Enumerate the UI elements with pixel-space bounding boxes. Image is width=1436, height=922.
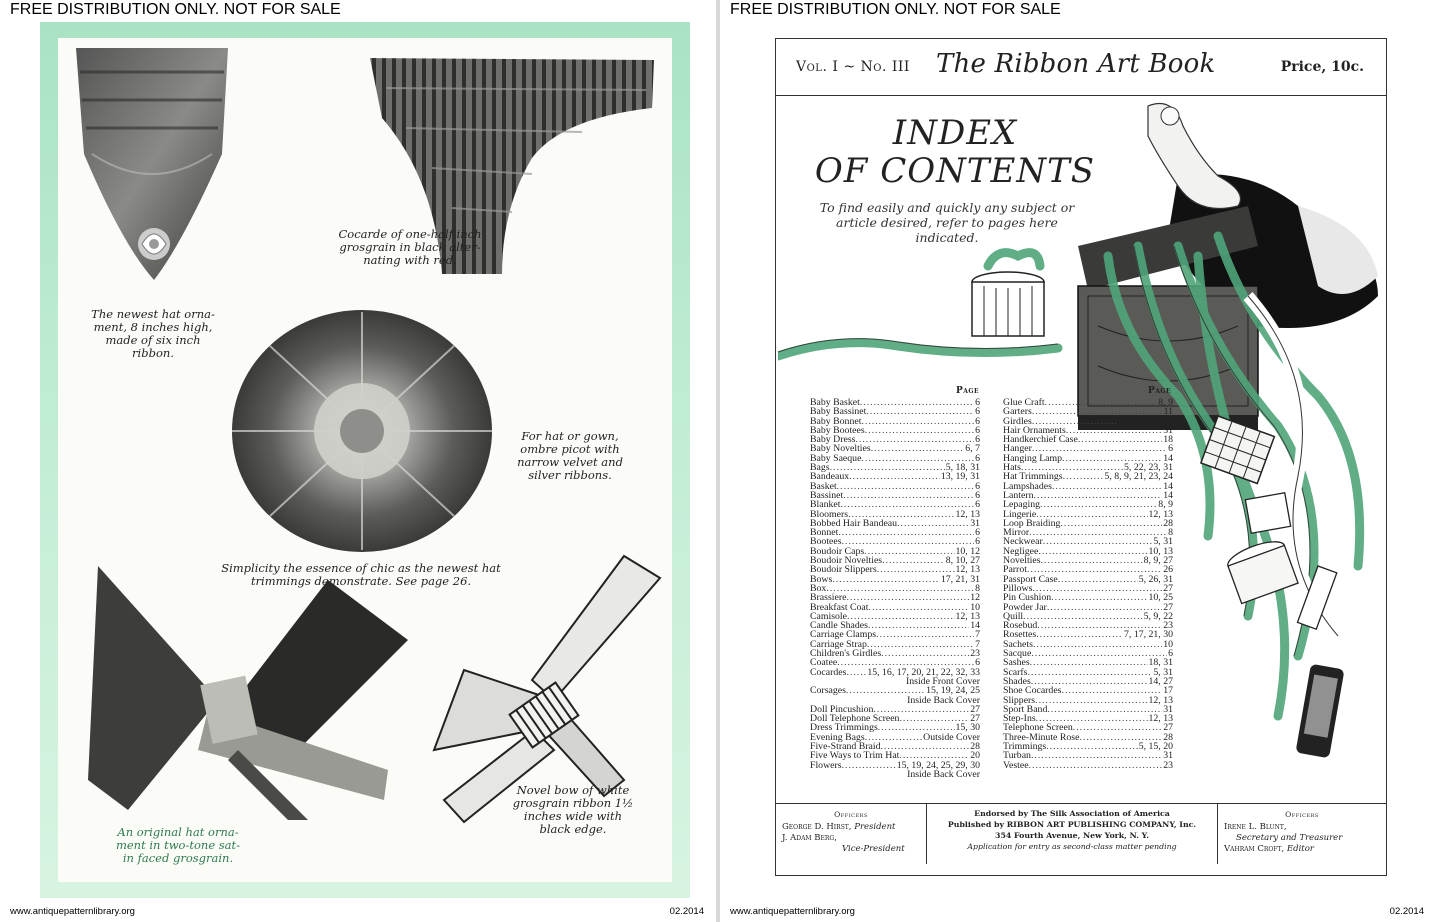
index-entry-name: Bonnet	[810, 527, 839, 539]
index-entry-page: 18	[1163, 434, 1173, 446]
index-leader-dots	[1066, 426, 1162, 435]
index-entry-name: Hanging Lamp	[1003, 452, 1063, 464]
index-leader-dots	[1023, 612, 1142, 621]
officers-left-heading: Officers	[834, 810, 868, 819]
index-leader-dots	[1045, 398, 1158, 407]
index-entry-name: Bobbed Hair Bandeau	[810, 517, 898, 529]
index-leader-dots	[1038, 547, 1147, 556]
index-entry-name: Slippers	[1003, 694, 1036, 706]
hat-ornament-photo	[72, 44, 232, 284]
index-entry-page: 6	[975, 527, 980, 539]
index-entry-name: Bandeaux	[810, 471, 850, 483]
index-entry-name: Trimmings	[1003, 740, 1047, 752]
index-entry-name: Glue Craft	[1003, 397, 1045, 408]
index-leader-dots	[846, 668, 866, 677]
index-leader-dots	[1051, 593, 1147, 602]
index-entry-page: 6	[975, 424, 980, 436]
index-entry-page: 6	[975, 536, 980, 548]
index-leader-dots	[869, 603, 970, 612]
index-entry-name: Boudoir Caps	[810, 545, 865, 557]
index-leader-dots	[1041, 556, 1143, 565]
index-entry-name: Flowers	[810, 759, 842, 771]
index-entry-page: 5, 8, 9, 21, 23, 24	[1104, 471, 1173, 483]
index-leader-dots	[840, 500, 974, 509]
index-leader-dots	[867, 640, 974, 649]
index-entry-page: 14	[1163, 489, 1173, 501]
masthead	[776, 39, 1386, 96]
index-entry-page: 12, 13	[1148, 694, 1173, 706]
index-leader-dots	[1078, 435, 1162, 444]
officers-right	[1218, 804, 1386, 864]
index-leader-dots	[1060, 519, 1162, 528]
index-entry-page: 17, 21, 31	[940, 573, 980, 585]
index-entry-page: 5, 9, 22	[1143, 610, 1173, 622]
index-entry-name: Sport Band	[1003, 703, 1048, 715]
index-entry-name: Lepaging	[1003, 499, 1040, 511]
index-entry-name: Children's Girdles	[810, 648, 882, 660]
index-entry-page: 11	[1163, 406, 1173, 418]
index-leader-dots	[866, 407, 974, 416]
index-entry-page: 27	[1163, 601, 1173, 613]
footer-url: www.antiquepatternlibrary.org	[10, 906, 135, 917]
index-entry-page: 6	[975, 480, 980, 492]
index-entry-name: Breakfast Coat	[810, 601, 869, 613]
index-entry-name: Doll Pincushion	[810, 703, 874, 715]
index-entry-page: 18, 31	[1148, 657, 1173, 669]
index-entry-page: 7, 17, 21, 30	[1124, 629, 1173, 641]
officer-vice-president: J. Adam Berg,	[782, 833, 837, 843]
index-entry-page: 5, 15, 20	[1138, 740, 1173, 752]
rosette-photo	[228, 306, 496, 556]
index-entry-page: 5, 31	[1153, 536, 1173, 548]
index-entry-page: 31	[970, 517, 980, 529]
index-entry-name: Five-Strand Braid	[810, 740, 881, 752]
index-entry-page: 6	[975, 434, 980, 446]
index-entry-page: 8	[1168, 527, 1173, 539]
index-entry-page: 10, 13	[1148, 545, 1173, 557]
index-leader-dots	[1073, 723, 1162, 732]
index-entry-page: 27	[1163, 722, 1173, 734]
index-entry-name: Baby Bootees	[810, 424, 865, 436]
index-entry-name: Bloomers	[810, 508, 849, 520]
index-entry-page: 5, 31	[1153, 666, 1173, 678]
index-entry-page: 6	[1168, 443, 1173, 455]
index-entry-name: Hanger	[1003, 443, 1032, 455]
index-entry-name: Bags	[810, 462, 830, 474]
officers-footer	[776, 803, 1386, 864]
index-entry-page: 17	[1163, 685, 1173, 697]
index-entry-name: Camisole	[810, 610, 848, 622]
index-leader-dots	[838, 528, 974, 537]
caption-simplicity: Simplicity the essence of chic as the newest hat trimmings demonstrate. See page 26.	[221, 561, 501, 588]
footer-date: 02.2014	[1389, 906, 1424, 917]
index-leader-dots	[837, 482, 974, 491]
index-leader-dots	[849, 472, 940, 481]
endorsed-line: Endorsed by The Silk Association of America	[974, 809, 1170, 818]
index-entry-name: Evening Bags	[810, 731, 865, 743]
index-leader-dots	[1033, 491, 1162, 500]
index-entry-name: Corsages	[810, 685, 846, 697]
index-column-right	[1003, 398, 1173, 770]
index-entry-name: Lantern	[1003, 489, 1034, 501]
index-entry-page: 28	[970, 740, 980, 752]
index-entry-name: Telephone Screen	[1003, 722, 1073, 734]
index-entry-name: Three-Minute Rose	[1003, 731, 1080, 743]
index-leader-dots	[1052, 482, 1162, 491]
index-entry-page: 27	[970, 703, 980, 715]
officer-editor: Vahram Croft, Editor	[1224, 844, 1314, 854]
index-entry-name: Baby Bonnet	[810, 415, 862, 427]
index-entry-page: 12, 13	[955, 508, 980, 520]
index-entry-page: 28	[1163, 517, 1173, 529]
index-leader-dots	[1029, 528, 1167, 537]
index-entry-name: Sacque	[1003, 648, 1032, 660]
index-entry-name: Powder Jar	[1003, 601, 1047, 613]
index-entry-name: Parrot	[1003, 564, 1027, 576]
index-entry-page: 10, 25	[1148, 592, 1173, 604]
index-entry-name: Neckwear	[1003, 536, 1043, 548]
volume-number: Vol. I ~ No. III	[796, 59, 910, 75]
index-leader-dots	[865, 426, 974, 435]
index-entry-name: Girdles	[1003, 415, 1032, 427]
index-entry-page: 7	[975, 629, 980, 641]
index-entry-page: 14	[970, 620, 980, 632]
index-entry-name: Baby Dress	[810, 434, 856, 446]
index-entry-name: Rosettes	[1003, 629, 1037, 641]
index-entry-page: 10	[970, 601, 980, 613]
footer-date: 02.2014	[669, 906, 704, 917]
index-entry-page: 15, 19, 24, 25, 29, 30	[896, 759, 980, 771]
index-entry-page: 23	[1163, 620, 1173, 632]
index-entry-page: 7	[975, 638, 980, 650]
index-entry-name: Basket	[810, 480, 837, 492]
index-entry-name: Baby Novelties	[810, 443, 871, 455]
index-entry-page: 15, 30	[955, 722, 980, 734]
index-entry-page: 8, 10, 27	[945, 555, 980, 567]
index-entry-page: Outside Cover	[923, 731, 980, 743]
index-leader-dots	[1036, 630, 1123, 639]
two-tone-bow-photo	[88, 560, 418, 820]
index-leader-dots	[868, 621, 969, 630]
index-entry-page: 6, 7	[965, 443, 980, 455]
index-entry-name: Step-Ins	[1003, 713, 1036, 725]
index-entry-page: 27	[970, 713, 980, 725]
index-entry-page: 14	[1163, 480, 1173, 492]
index-entry-name: Carriage Clamps	[810, 629, 877, 641]
price: Price, 10c.	[1280, 59, 1364, 75]
index-leader-dots	[1031, 751, 1162, 760]
index-entry-page: 6	[975, 397, 980, 408]
index-entry-name: Rosebud	[1003, 620, 1038, 632]
index-entry	[810, 575, 980, 584]
page-header-left: Page	[956, 386, 980, 396]
index-entry-name: Coatee	[810, 657, 838, 669]
index-leader-dots	[843, 491, 974, 500]
index-entry-page: 26	[1163, 564, 1173, 576]
index-leader-dots	[826, 584, 974, 593]
index-entry-name: Cocardes	[810, 666, 847, 678]
index-entry-name: Blanket	[810, 499, 841, 511]
index-title-line-1: INDEX	[892, 113, 1018, 153]
index-entry-name: Shoe Cocardes	[1003, 685, 1062, 697]
officers-left	[776, 804, 926, 864]
application-line: Application for entry as second-class matter pending	[967, 842, 1177, 851]
index-entry-name: Dress Trimmings	[810, 722, 878, 734]
caption-novel-bow: Novel bow of white grosgrain ribbon 1½ inches wide with black edge.	[512, 783, 634, 836]
index-entry-name: Loop Braiding	[1003, 517, 1061, 529]
index-entry-name: Inside Back Cover	[907, 768, 980, 780]
index-entry-page: 27	[1163, 582, 1173, 594]
index-entry-page: 14	[1163, 452, 1173, 464]
index-entry-page: 6	[975, 406, 980, 418]
index-entry-name: Novelties	[1003, 555, 1041, 567]
index-entry-page: 6	[975, 489, 980, 501]
magazine-title: The Ribbon Art Book	[936, 49, 1216, 79]
index-entry-page: 14, 27	[1148, 675, 1173, 687]
index-entry-page: 8	[975, 582, 980, 594]
index-leader-dots	[1047, 705, 1162, 714]
index-entry-name: Box	[810, 582, 827, 594]
index-entry-page: 5, 18, 31	[945, 462, 980, 474]
index-entry-page: 5, 22, 23, 31	[1124, 462, 1173, 474]
index-entry-name: Passport Case	[1003, 573, 1058, 585]
index-leader-dots	[882, 556, 945, 565]
index-entry-page: 6	[1168, 648, 1173, 660]
index-entry-page: 15, 16, 17, 20, 21, 22, 32, 33	[867, 666, 980, 678]
publisher-info	[926, 804, 1218, 864]
index-entry-page: 31	[1163, 703, 1173, 715]
index-leader-dots	[1027, 668, 1152, 677]
index-leader-dots	[1029, 761, 1163, 770]
index-entry-page: 6	[975, 415, 980, 427]
index-entry-page: 31	[1163, 750, 1173, 762]
index-entry-name: Hair Ornaments	[1003, 424, 1066, 436]
index-entry-page: 6	[975, 452, 980, 464]
distribution-banner: FREE DISTRIBUTION ONLY. NOT FOR SALE	[10, 1, 341, 18]
index-entry-name: Negligee	[1003, 545, 1039, 557]
index-entry-name: Quill	[1003, 610, 1024, 622]
index-entry-name: Doll Telephone Screen	[810, 713, 900, 725]
index-entry-name: Boudoir Novelties	[810, 555, 883, 567]
officers-right-heading: Officers	[1285, 810, 1319, 819]
index-entry-name: Mirror	[1003, 527, 1030, 539]
vice-president-role: Vice-President	[842, 844, 905, 854]
address-line: 354 Fourth Avenue, New York, N. Y.	[995, 831, 1149, 840]
publisher-line: Published by RIBBON ART PUBLISHING COMPANY, Inc.	[947, 820, 1197, 829]
index-leader-dots	[842, 761, 896, 770]
index-entry-name: Lampshades	[1003, 480, 1052, 492]
index-entry-name: Handkerchief Case	[1003, 434, 1078, 446]
index-leader-dots	[1033, 640, 1162, 649]
index-entry-name: Five Ways to Trim Hat	[810, 750, 900, 762]
index-leader-dots	[1046, 742, 1138, 751]
index-leader-dots	[881, 649, 969, 658]
footer-url: www.antiquepatternlibrary.org	[730, 906, 855, 917]
index-entry-page: 12, 13	[955, 564, 980, 576]
index-title-line-2: OF CONTENTS	[814, 151, 1096, 191]
index-entry-name: Brassiere	[810, 592, 847, 604]
index-leader-dots	[1040, 500, 1157, 509]
index-entry-page: 13, 19, 31	[940, 471, 980, 483]
index-leader-dots	[1035, 696, 1147, 705]
index-entry-page: 28	[1163, 731, 1173, 743]
index-entry-name: Sashes	[1003, 657, 1030, 669]
page-header-right: Page	[1148, 386, 1172, 396]
index-entry-page: 12	[970, 592, 980, 604]
index-entry-name: Carriage Strap	[810, 638, 867, 650]
index-leader-dots	[876, 630, 974, 639]
caption-original: An original hat orna- ment in two-tone sat- in faced grosgrain.	[115, 825, 241, 865]
index-entry-page: 15, 19, 24, 25	[926, 685, 980, 697]
index-entry-name: Inside Front Cover	[905, 675, 980, 687]
index-entry	[810, 770, 980, 779]
index-entry-name: Baby Basket	[810, 397, 860, 408]
index-leader-dots	[860, 398, 974, 407]
index-entry-page: 23	[970, 648, 980, 660]
index-entry-name: Bootees	[810, 536, 842, 548]
index-leader-dots	[871, 444, 965, 453]
index-entry-name: Shades	[1003, 675, 1031, 687]
index-subtitle: To find easily and quickly any subject or article desired, refer to pages here indicated.	[819, 200, 1075, 245]
index-entry-page: 8, 9, 27	[1143, 555, 1173, 567]
index-entry	[1003, 556, 1173, 565]
index-entry-page: 10, 12	[955, 545, 980, 557]
index-leader-dots	[1058, 575, 1138, 584]
officer-president: George D. Hirst, President	[782, 822, 896, 832]
caption-ornament: The newest hat orna- ment, 8 inches high, made of six inch ribbon.	[91, 307, 215, 360]
left-page	[0, 0, 716, 922]
caption-cocarde: Cocarde of one-half inch grosgrain in black alter- nating with red.	[338, 227, 482, 267]
index-entry-name: Vestee	[1003, 759, 1029, 771]
index-entry-page: 23	[1163, 759, 1173, 771]
index-entry-name: Turban	[1003, 750, 1031, 762]
index-entry-name: Candle Shades	[810, 620, 868, 632]
index-entry-page: 12, 13	[955, 610, 980, 622]
secretary-role: Secretary and Treasurer	[1236, 833, 1343, 843]
index-leader-dots	[861, 417, 974, 426]
index-entry-page: 10	[1163, 638, 1173, 650]
index-leader-dots	[1030, 658, 1148, 667]
index-leader-dots	[855, 435, 974, 444]
index-entry-name: Boudoir Slippers	[810, 564, 877, 576]
index-leader-dots	[1031, 649, 1167, 658]
right-page	[720, 0, 1436, 922]
index-entry	[1003, 761, 1173, 770]
index-column-left	[810, 398, 980, 779]
index-leader-dots	[1063, 472, 1104, 481]
index-entry-name: Inside Back Cover	[907, 694, 980, 706]
officer-secretary: Irene L. Blunt,	[1224, 822, 1287, 832]
caption-hat-or-gown: For hat or gown, ombre picot with narrow velvet and silver ribbons.	[517, 429, 623, 482]
index-entry-name: Garters	[1003, 406, 1032, 418]
index-entry	[1003, 658, 1173, 667]
index-entry-page: 20	[970, 750, 980, 762]
index-entry-name: Scarfs	[1003, 666, 1028, 678]
index-entry-page: 6	[975, 499, 980, 511]
index-entry-page: 18, 22, 23, 34	[1119, 415, 1173, 427]
index-entry-name: Pillows	[1003, 582, 1033, 594]
index-entry-name: Pin Cushion	[1003, 592, 1052, 604]
index-entry-name: Sachets	[1003, 638, 1033, 650]
index-leader-dots	[897, 519, 969, 528]
index-entry-name: Lingerie	[1003, 508, 1037, 520]
index-entry-name: Bassinet	[810, 489, 844, 501]
index-leader-dots	[832, 575, 939, 584]
index-entry-page: 5, 26, 31	[1138, 573, 1173, 585]
index-entry-page: 31	[1163, 424, 1173, 436]
index-entry-page: 8, 9	[1158, 397, 1173, 408]
index-entry-name: Baby Bassinet	[810, 406, 867, 418]
index-leader-dots	[1062, 686, 1163, 695]
index-leader-dots	[1043, 537, 1153, 546]
index-entry-name: Bows	[810, 573, 833, 585]
index-entry-name: Hats	[1003, 462, 1021, 474]
index-leader-dots	[1032, 584, 1162, 593]
index-entry-page: 6	[975, 657, 980, 669]
index-entry-page: 12, 13	[1148, 713, 1173, 725]
index-entry-name: Hat Trimmings	[1003, 471, 1063, 483]
index-entry-page: 12, 13	[1148, 508, 1173, 520]
index-entry-page: 8, 9	[1158, 499, 1173, 511]
index-entry-name: Baby Saeque	[810, 452, 862, 464]
distribution-banner: FREE DISTRIBUTION ONLY. NOT FOR SALE	[730, 1, 1061, 18]
